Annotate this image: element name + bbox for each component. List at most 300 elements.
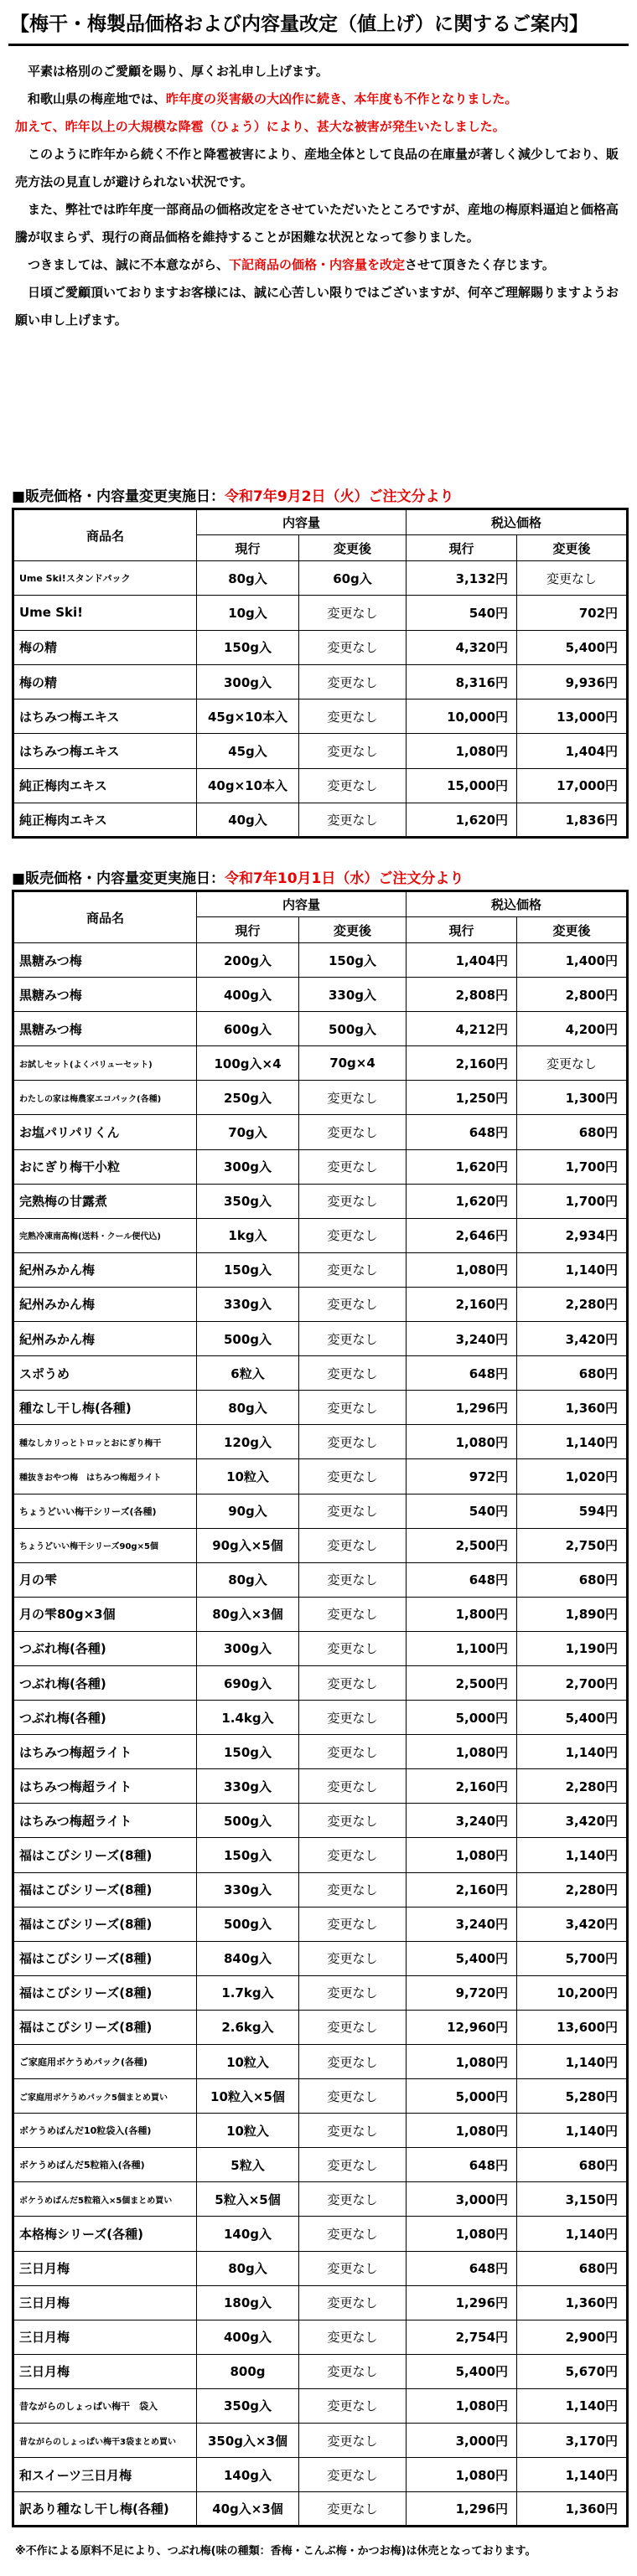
content-after: 変更なし [299,1115,407,1149]
price-current: 3,240円 [407,1804,517,1838]
product-name: スポうめ [13,1356,197,1391]
content-after: 変更なし [299,734,407,768]
price-current: 972円 [407,1459,517,1494]
price-current: 5,000円 [407,2079,517,2114]
content-current: 80g入 [197,1562,299,1597]
price-current: 1,404円 [407,943,517,978]
content-after: 変更なし [299,2251,407,2285]
price-after: 2,280円 [517,1769,628,1804]
content-after: 変更なし [299,2424,407,2458]
price-current: 12,960円 [407,2010,517,2044]
price-current: 1,620円 [407,803,517,838]
content-current: 80g入 [197,2251,299,2285]
content-after: 変更なし [299,1459,407,1494]
price-current: 3,132円 [407,561,517,596]
table-row [13,1218,628,1252]
price-after: 2,934円 [517,1218,628,1252]
content-after: 変更なし [299,2045,407,2079]
price-after: 1,700円 [517,1184,628,1218]
price-after: 変更なし [517,561,628,596]
price-current: 648円 [407,1356,517,1391]
intro-p6: つきましては、誠に不本意ながら、下記商品の価格・内容量を改定させて頂きたく存じます。 [28,257,555,272]
content-current: 120g入 [197,1425,299,1459]
header-price-current: 現行 [407,917,517,943]
price-current: 1,080円 [407,734,517,768]
content-current: 5粒入×5個 [197,2182,299,2217]
table-row [13,1115,628,1149]
table-row [13,2114,628,2148]
table-row [13,596,628,630]
content-current: 5粒入 [197,2148,299,2182]
content-after: 変更なし [299,1252,407,1287]
product-name: 福はこびシリーズ(8種) [13,1941,197,1975]
table-row [13,1597,628,1631]
content-current: 2.6kg入 [197,2010,299,2044]
price-after: 1,190円 [517,1631,628,1665]
product-name: 梅の精 [13,630,197,664]
content-after: 変更なし [299,664,407,699]
product-name: お試しセット(よくバリューセット) [13,1046,197,1081]
content-current: 140g入 [197,2217,299,2251]
content-after: 変更なし [299,1494,407,1528]
price-after: 3,170円 [517,2424,628,2458]
price-current: 3,000円 [407,2182,517,2217]
price-after: 4,200円 [517,1012,628,1046]
price-table-1 [12,508,629,839]
product-name: つぶれ梅(各種) [13,1631,197,1665]
table-row [13,1562,628,1597]
product-name: Ume Ski! [13,596,197,630]
table-row [13,803,628,838]
table-row [13,1907,628,1941]
price-after: 1,140円 [517,2114,628,2148]
content-after: 変更なし [299,2182,407,2217]
content-after: 変更なし [299,1149,407,1184]
product-name: 福はこびシリーズ(8種) [13,1975,197,2010]
price-current: 648円 [407,2251,517,2285]
price-current: 648円 [407,2148,517,2182]
price-current: 1,080円 [407,1735,517,1769]
price-after: 13,600円 [517,2010,628,2044]
product-name: 三日月梅 [13,2251,197,2285]
price-after: 変更なし [517,1046,628,1081]
intro-p7: 日頃ご愛顧頂いておりますお客様には、誠に心苦しい限りではございますが、何卒ご理解賜りますようお願い申し上げます。 [15,285,619,328]
product-name: おにぎり梅干小粒 [13,1149,197,1184]
product-name: 福はこびシリーズ(8種) [13,2010,197,2044]
table-row [13,1701,628,1735]
content-current: 10粒入 [197,2114,299,2148]
price-current: 648円 [407,1115,517,1149]
table-row [13,1252,628,1287]
product-name: 黒糖みつ梅 [13,943,197,978]
content-after: 変更なし [299,1425,407,1459]
table-row [13,1012,628,1046]
content-after: 変更なし [299,2458,407,2492]
table-row [13,1184,628,1218]
content-current: 10粒入 [197,2045,299,2079]
content-after: 変更なし [299,1081,407,1115]
content-current: 690g入 [197,1665,299,1700]
content-current: 6粒入 [197,1356,299,1391]
content-current: 45g×10本入 [197,699,299,734]
price-after: 680円 [517,2251,628,2285]
section2-heading: ■販売価格・内容量変更実施日：令和7年10月1日（水）ご注文分より [12,870,464,887]
table-row [13,1391,628,1425]
price-current: 8,316円 [407,664,517,699]
price-current: 2,160円 [407,1287,517,1321]
content-current: 400g入 [197,2320,299,2354]
header-price: 税込価格 [407,509,628,535]
price-current: 9,720円 [407,1975,517,2010]
content-after: 500g入 [299,1012,407,1046]
content-current: 70g入 [197,1115,299,1149]
price-current: 2,500円 [407,1665,517,1700]
content-current: 10粒入×5個 [197,2079,299,2114]
table-row [13,1425,628,1459]
price-current: 1,100円 [407,1631,517,1665]
header-price-after: 変更後 [517,917,628,943]
content-current: 330g入 [197,1769,299,1804]
table-row [13,1872,628,1907]
price-after: 1,140円 [517,2045,628,2079]
price-current: 1,080円 [407,1425,517,1459]
table-row [13,734,628,768]
price-after: 1,400円 [517,943,628,978]
price-current: 648円 [407,1562,517,1597]
price-after: 1,140円 [517,2388,628,2423]
price-after: 1,140円 [517,1425,628,1459]
content-current: 800g [197,2354,299,2388]
product-name: Ume Ski!スタンドパック [13,561,197,596]
content-current: 1.7kg入 [197,1975,299,2010]
price-current: 4,212円 [407,1012,517,1046]
content-after: 変更なし [299,1941,407,1975]
price-current: 2,500円 [407,1528,517,1562]
price-after: 1,140円 [517,1735,628,1769]
product-name: 紀州みかん梅 [13,1252,197,1287]
content-after: 変更なし [299,2388,407,2423]
table-row [13,1081,628,1115]
product-name: 純正梅肉エキス [13,803,197,838]
price-current: 5,400円 [407,1941,517,1975]
price-current: 1,080円 [407,1838,517,1872]
price-after: 1,140円 [517,1838,628,1872]
content-current: 350g入×3個 [197,2424,299,2458]
product-name: 種抜きおやつ梅 はちみつ梅超ライト [13,1459,197,1494]
content-after: 変更なし [299,1631,407,1665]
price-after: 3,420円 [517,1804,628,1838]
price-current: 1,250円 [407,1081,517,1115]
product-name: はちみつ梅超ライト [13,1769,197,1804]
table-row [13,768,628,803]
content-after: 変更なし [299,1838,407,1872]
table-row [13,1528,628,1562]
table-row [13,1941,628,1975]
content-after: 変更なし [299,803,407,838]
intro-p4: このように昨年から続く不作と降雹被害により、産地全体として良品の在庫量が著しく減少しており、販売方法の見直しが避けられない状況です。 [15,147,619,189]
table-row [13,2045,628,2079]
product-name: ご家庭用ボケうめパック5個まとめ買い [13,2079,197,2114]
product-name: はちみつ梅超ライト [13,1735,197,1769]
price-after: 1,020円 [517,1459,628,1494]
footnote: ※不作による原料不足により、つぶれ梅(味の種類：香梅・こんぶ梅・かつお梅)は休売となっております。 [15,2545,536,2558]
product-name: 完熟梅の甘露煮 [13,1184,197,1218]
content-current: 330g入 [197,1872,299,1907]
content-after: 変更なし [299,1872,407,1907]
table-row [13,943,628,978]
product-name: 三日月梅 [13,2285,197,2320]
content-after: 変更なし [299,1907,407,1941]
content-current: 350g入 [197,2388,299,2423]
price-after: 1,300円 [517,1081,628,1115]
price-after: 3,420円 [517,1322,628,1356]
page-title: 【梅干・梅製品価格および内容量改定（値上げ）に関するご案内】 [10,13,588,35]
content-after: 変更なし [299,2010,407,2044]
price-after: 2,700円 [517,1665,628,1700]
content-after: 変更なし [299,1701,407,1735]
price-after: 9,936円 [517,664,628,699]
price-after: 5,400円 [517,630,628,664]
content-current: 300g入 [197,1149,299,1184]
header-content-after: 変更後 [299,917,407,943]
table-row [13,1459,628,1494]
content-after: 変更なし [299,1184,407,1218]
price-current: 1,080円 [407,1252,517,1287]
content-after: 変更なし [299,1769,407,1804]
content-current: 330g入 [197,1287,299,1321]
content-after: 変更なし [299,1322,407,1356]
product-name: 黒糖みつ梅 [13,1012,197,1046]
table-row [13,2285,628,2320]
product-name: 昔ながらのしょっぱい梅干 袋入 [13,2388,197,2423]
price-after: 5,670円 [517,2354,628,2388]
content-after: 変更なし [299,1528,407,1562]
price-current: 2,754円 [407,2320,517,2354]
price-current: 1,800円 [407,1597,517,1631]
content-after: 変更なし [299,1562,407,1597]
price-after: 2,800円 [517,978,628,1012]
product-name: わたしの家は梅農家エコパック(各種) [13,1081,197,1115]
product-name: 福はこびシリーズ(8種) [13,1872,197,1907]
price-after: 1,360円 [517,1391,628,1425]
content-after: 変更なし [299,596,407,630]
table-row [13,2182,628,2217]
content-current: 10g入 [197,596,299,630]
content-after: 変更なし [299,2114,407,2148]
table-row [13,561,628,596]
product-name: 紀州みかん梅 [13,1322,197,1356]
table-row [13,630,628,664]
content-after: 変更なし [299,2079,407,2114]
price-after: 2,750円 [517,1528,628,1562]
content-current: 1.4kg入 [197,1701,299,1735]
price-current: 1,080円 [407,2458,517,2492]
price-after: 1,140円 [517,2458,628,2492]
price-current: 1,080円 [407,2045,517,2079]
content-after: 変更なし [299,1287,407,1321]
table-row [13,664,628,699]
content-current: 300g入 [197,664,299,699]
content-after: 変更なし [299,1597,407,1631]
price-current: 1,296円 [407,2492,517,2527]
content-after: 変更なし [299,2320,407,2354]
price-current: 1,296円 [407,1391,517,1425]
price-current: 2,808円 [407,978,517,1012]
product-name: 種なし干し梅(各種) [13,1391,197,1425]
content-current: 45g入 [197,734,299,768]
price-current: 3,240円 [407,1907,517,1941]
table-row [13,2458,628,2492]
product-name: 黒糖みつ梅 [13,978,197,1012]
header-price: 税込価格 [407,891,628,917]
content-after: 60g入 [299,561,407,596]
product-name: 種なしカリっとトロッとおにぎり梅干 [13,1425,197,1459]
content-after: 変更なし [299,2217,407,2251]
price-current: 540円 [407,1494,517,1528]
table-row [13,2354,628,2388]
table-row [13,2217,628,2251]
product-name: お塩パリパリくん [13,1115,197,1149]
content-after: 変更なし [299,630,407,664]
table-row [13,1356,628,1391]
header-price-current: 現行 [407,535,517,561]
price-after: 1,404円 [517,734,628,768]
content-after: 変更なし [299,699,407,734]
table-row [13,1287,628,1321]
price-after: 2,280円 [517,1872,628,1907]
content-current: 600g入 [197,1012,299,1046]
price-current: 3,000円 [407,2424,517,2458]
content-current: 500g入 [197,1907,299,1941]
header-content-current: 現行 [197,917,299,943]
product-name: 本格梅シリーズ(各種) [13,2217,197,2251]
content-after: 150g入 [299,943,407,978]
header-content: 内容量 [197,891,407,917]
content-current: 140g入 [197,2458,299,2492]
price-current: 1,296円 [407,2285,517,2320]
content-after: 変更なし [299,2285,407,2320]
product-name: つぶれ梅(各種) [13,1701,197,1735]
intro-p5: また、弊社では昨年度一部商品の価格改定をさせていただいたところですが、産地の梅原料逼迫と価格高騰が収まらず、現行の商品価格を維持することが困難な状況となって参りました。 [15,202,619,245]
product-name: 純正梅肉エキス [13,768,197,803]
price-current: 1,080円 [407,2217,517,2251]
price-after: 2,280円 [517,1287,628,1321]
table-row [13,1494,628,1528]
content-after: 変更なし [299,768,407,803]
content-current: 400g入 [197,978,299,1012]
content-current: 80g入×3個 [197,1597,299,1631]
price-current: 1,080円 [407,2114,517,2148]
table-row [13,1769,628,1804]
content-current: 80g入 [197,1391,299,1425]
price-after: 5,400円 [517,1701,628,1735]
content-after: 変更なし [299,1804,407,1838]
price-current: 2,160円 [407,1769,517,1804]
product-name: ご家庭用ボケうめパック(各種) [13,2045,197,2079]
content-after: 70g×4 [299,1046,407,1081]
price-after: 13,000円 [517,699,628,734]
table-row [13,2424,628,2458]
table-row [13,2492,628,2527]
price-current: 1,620円 [407,1149,517,1184]
product-name: 三日月梅 [13,2354,197,2388]
table-row [13,699,628,734]
price-after: 680円 [517,1356,628,1391]
product-name: 梅の精 [13,664,197,699]
table-row [13,2148,628,2182]
product-name: 月の雫80g×3個 [13,1597,197,1631]
content-after: 変更なし [299,2492,407,2527]
content-current: 200g入 [197,943,299,978]
content-after: 330g入 [299,978,407,1012]
content-after: 変更なし [299,1665,407,1700]
intro-p3: 加えて、昨年以上の大規模な降雹（ひょう）により、甚大な被害が発生いたしました。 [15,119,505,134]
table-row [13,1975,628,2010]
price-after: 3,420円 [517,1907,628,1941]
content-current: 90g入×5個 [197,1528,299,1562]
price-after: 702円 [517,596,628,630]
product-name: 福はこびシリーズ(8種) [13,1907,197,1941]
header-product: 商品名 [13,891,197,943]
table-row [13,1631,628,1665]
price-current: 15,000円 [407,768,517,803]
price-table-2 [12,890,629,2527]
content-current: 150g入 [197,1735,299,1769]
price-after: 594円 [517,1494,628,1528]
price-current: 1,620円 [407,1184,517,1218]
product-name: ちょうどいい梅干シリーズ90g×5個 [13,1528,197,1562]
product-name: ボケうめばんだ10粒袋入(各種) [13,2114,197,2148]
table-row [13,1735,628,1769]
content-current: 80g入 [197,561,299,596]
price-after: 17,000円 [517,768,628,803]
price-after: 680円 [517,1562,628,1597]
table-row [13,2079,628,2114]
table-row [13,1804,628,1838]
content-current: 40g入×3個 [197,2492,299,2527]
product-name: 完熟冷凍南高梅(送料・クール便代込) [13,1218,197,1252]
price-current: 1,080円 [407,2388,517,2423]
table-row [13,1838,628,1872]
product-name: 月の雫 [13,1562,197,1597]
product-name: 三日月梅 [13,2320,197,2354]
content-current: 150g入 [197,1252,299,1287]
content-after: 変更なし [299,1391,407,1425]
product-name: はちみつ梅エキス [13,699,197,734]
content-current: 840g入 [197,1941,299,1975]
product-name: ちょうどいい梅干シリーズ(各種) [13,1494,197,1528]
product-name: 紀州みかん梅 [13,1287,197,1321]
intro-p2: 和歌山県の梅産地では、昨年度の災害級の大凶作に続き、本年度も不作となりました。 [28,91,518,106]
intro-text [0,46,637,334]
content-after: 変更なし [299,1218,407,1252]
price-current: 5,000円 [407,1701,517,1735]
price-after: 5,700円 [517,1941,628,1975]
price-after: 5,280円 [517,2079,628,2114]
content-current: 150g入 [197,1838,299,1872]
product-name: 昔ながらのしょっぱい梅干3袋まとめ買い [13,2424,197,2458]
table-row [13,2010,628,2044]
content-current: 150g入 [197,630,299,664]
price-after: 1,836円 [517,803,628,838]
price-current: 2,646円 [407,1218,517,1252]
price-after: 3,150円 [517,2182,628,2217]
price-current: 3,240円 [407,1322,517,1356]
price-current: 540円 [407,596,517,630]
product-name: つぶれ梅(各種) [13,1665,197,1700]
header-product: 商品名 [13,509,197,561]
content-current: 1kg入 [197,1218,299,1252]
